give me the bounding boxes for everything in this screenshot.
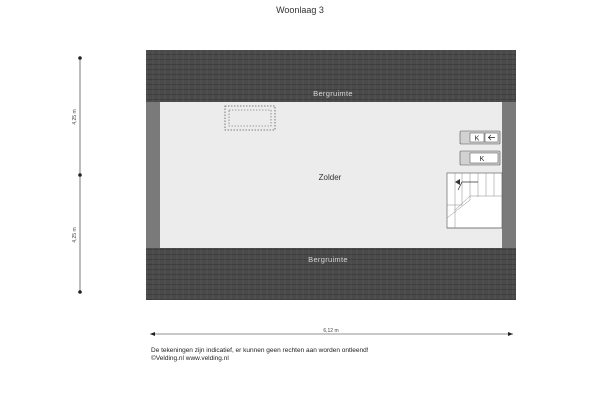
dim-vertical-lower: 4,25 m (72, 227, 78, 243)
disclaimer (151, 347, 369, 363)
floor-title: Woonlaag 3 (276, 5, 324, 15)
boiler-2 (460, 151, 500, 165)
boiler-1 (460, 131, 500, 144)
staircase (447, 173, 502, 228)
attic-label: Zolder (318, 173, 342, 182)
disclaimer-line-1: De tekeningen zijn indicatief, er kunnen geen rechten aan worden ontleend! (151, 347, 369, 354)
disclaimer-line-2: ©Velding.nl www.velding.nl (151, 355, 229, 362)
skylight (225, 106, 275, 130)
wall-right (502, 102, 516, 248)
boiler-2-label: K (479, 156, 485, 163)
dim-horizontal: 6,12 m (323, 328, 339, 334)
horizontal-dimension (150, 328, 513, 336)
roof-bottom (146, 248, 516, 300)
roof-bottom-label: Bergruimte (308, 255, 348, 264)
boiler-1-label: K (474, 135, 480, 143)
vertical-dimension (72, 56, 82, 294)
dim-vertical-upper: 4,25 m (72, 109, 78, 125)
roof-top (146, 50, 516, 102)
wall-left (146, 102, 160, 248)
roof-top-label: Bergruimte (313, 89, 353, 98)
